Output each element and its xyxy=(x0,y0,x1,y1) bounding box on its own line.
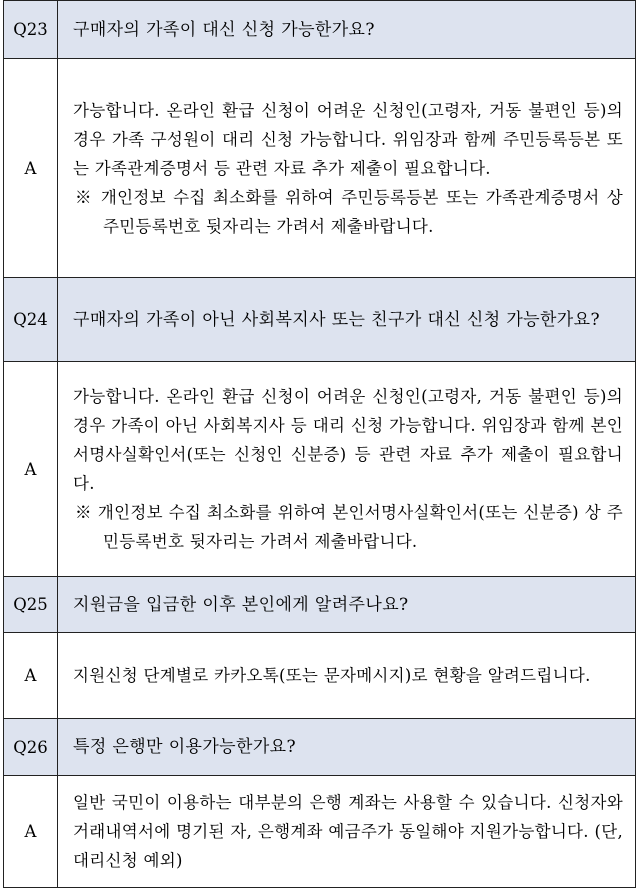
answer-row xyxy=(4,633,636,719)
answer-cell xyxy=(58,362,636,577)
question-number: Q26 xyxy=(4,719,58,776)
faq-table xyxy=(3,0,636,888)
answer-label: A xyxy=(4,633,58,719)
answer-text: 지원신청 단계별로 카카오톡(또는 문자메시지)로 현황을 알려드립니다. xyxy=(58,633,636,719)
answer-text: 가능합니다. 온라인 환급 신청이 어려운 신청인(고령자, 거동 불편인 등)의 경우 가족 구성원이 대리 신청 가능합니다. 위임장과 함께 주민등록등본 또는 가족관계증명서 등 관련 자료 추가 제출이 필요합니다. xyxy=(73,100,623,178)
question-row xyxy=(4,1,636,59)
answer-note: ※ 개인정보 수집 최소화를 위하여 본인서명사실확인서(또는 신분증) 상 주민등록번호 뒷자리는 가려서 제출바랍니다. xyxy=(75,503,623,551)
answer-text: 가능합니다. 온라인 환급 신청이 어려운 신청인(고령자, 거동 불편인 등)의 경우 가족이 아닌 사회복지사 등 대리 신청 가능합니다. 위임장과 함께 본인서명사실확인서(또는 신청인 신분증) 등 관련 자료 추가 제출이 필요합니다. xyxy=(73,387,623,493)
answer-note: ※ 개인정보 수집 최소화를 위하여 주민등록등본 또는 가족관계증명서 상 주민등록번호 뒷자리는 가려서 제출바랍니다. xyxy=(75,187,623,236)
question-text: 특정 은행만 이용가능한가요? xyxy=(58,719,636,776)
answer-label: A xyxy=(4,362,58,577)
question-text: 구매자의 가족이 대신 신청 가능한가요? xyxy=(58,1,636,59)
answer-row xyxy=(4,59,636,278)
question-number: Q23 xyxy=(4,1,58,59)
answer-label: A xyxy=(4,776,58,888)
question-text: 지원금을 입금한 이후 본인에게 알려주나요? xyxy=(58,577,636,633)
answer-cell xyxy=(58,59,636,278)
question-row xyxy=(4,577,636,633)
question-row xyxy=(4,719,636,776)
answer-label: A xyxy=(4,59,58,278)
answer-row xyxy=(4,776,636,888)
question-number: Q24 xyxy=(4,278,58,362)
question-number: Q25 xyxy=(4,577,58,633)
question-row xyxy=(4,278,636,362)
answer-text: 일반 국민이 이용하는 대부분의 은행 계좌는 사용할 수 있습니다. 신청자와 거래내역서에 명기된 자, 은행계좌 예금주가 동일해야 지원가능합니다. (단, 대리신청 예외) xyxy=(58,776,636,888)
answer-row xyxy=(4,362,636,577)
question-text: 구매자의 가족이 아닌 사회복지사 또는 친구가 대신 신청 가능한가요? xyxy=(58,278,636,362)
